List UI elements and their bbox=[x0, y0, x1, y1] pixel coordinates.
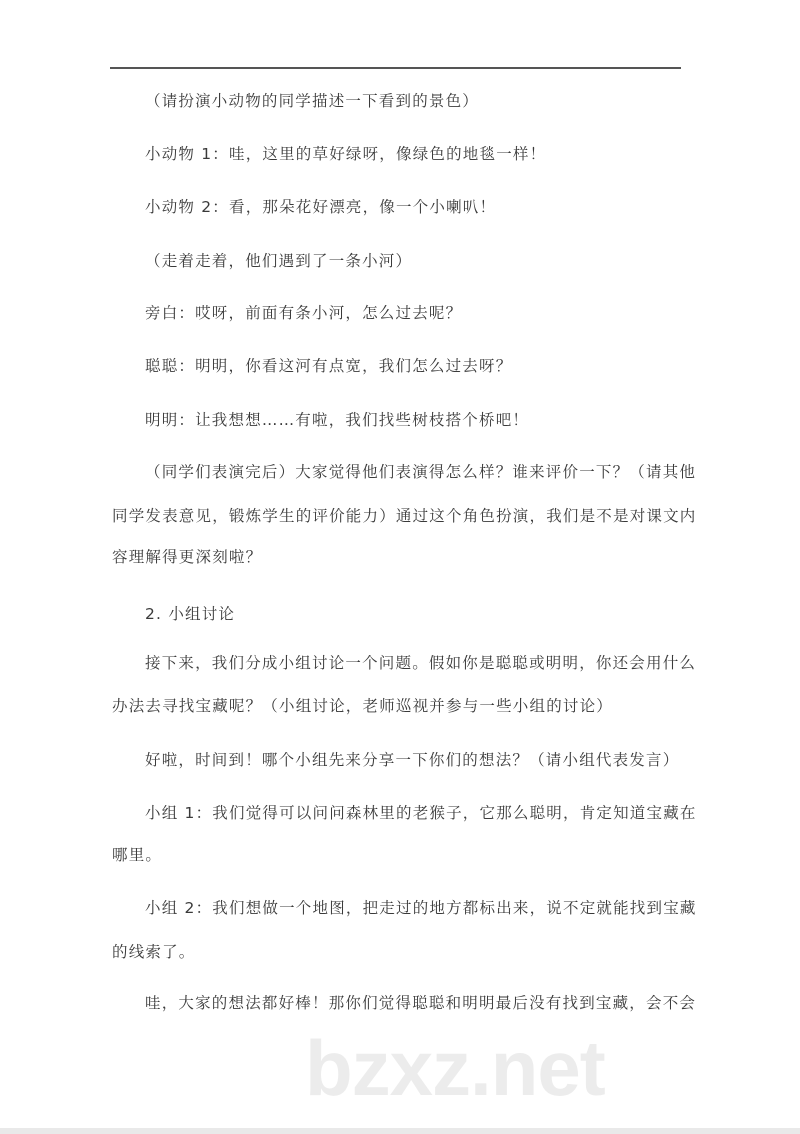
paragraph-group-1-line: 哪里。 bbox=[112, 846, 163, 864]
paragraph-congcong: 聪聪：明明，你看这河有点宽，我们怎么过去呀？ bbox=[145, 357, 513, 375]
section-heading: 2. 小组讨论 bbox=[145, 605, 236, 623]
paragraph-stage-direction: （请扮演小动物的同学描述一下看到的景色） bbox=[145, 92, 480, 110]
paragraph-animal-1: 小动物 1：哇，这里的草好绿呀，像绿色的地毯一样！ bbox=[145, 145, 547, 163]
paragraph-animal-2: 小动物 2：看，那朵花好漂亮，像一个小喇叭！ bbox=[145, 198, 497, 216]
watermark: bzxz.net bbox=[305, 1024, 605, 1112]
paragraph-discussion-line: 接下来，我们分成小组讨论一个问题。假如你是聪聪或明明，你还会用什么 bbox=[145, 654, 697, 672]
header-rule bbox=[110, 67, 681, 69]
paragraph-closing: 哇，大家的想法都好棒！那你们觉得聪聪和明明最后没有找到宝藏，会不会 bbox=[145, 994, 697, 1012]
paragraph-evaluation-line: 容理解得更深刻啦？ bbox=[112, 548, 263, 566]
paragraph-narrator: 旁白：哎呀，前面有条小河，怎么过去呢？ bbox=[145, 304, 463, 322]
paragraph-mingming: 明明：让我想想……有啦，我们找些树枝搭个桥吧！ bbox=[145, 411, 530, 429]
page-bottom-edge bbox=[0, 1128, 800, 1134]
paragraph-group-2-line: 的线索了。 bbox=[112, 943, 196, 961]
paragraph-stage-direction-river: （走着走着，他们遇到了一条小河） bbox=[145, 252, 413, 270]
paragraph-group-1-line: 小组 1：我们觉得可以问问森林里的老猴子，它那么聪明，肯定知道宝藏在 bbox=[145, 804, 697, 822]
paragraph-group-2-line: 小组 2：我们想做一个地图，把走过的地方都标出来，说不定就能找到宝藏 bbox=[145, 899, 697, 917]
paragraph-evaluation-line: （同学们表演完后）大家觉得他们表演得怎么样？谁来评价一下？（请其他 bbox=[145, 463, 697, 481]
paragraph-time-up: 好啦，时间到！哪个小组先来分享一下你们的想法？（请小组代表发言） bbox=[145, 751, 680, 769]
paragraph-evaluation-line: 同学发表意见，锻炼学生的评价能力）通过这个角色扮演，我们是不是对课文内 bbox=[112, 507, 697, 525]
paragraph-discussion-line: 办法去寻找宝藏呢？（小组讨论，老师巡视并参与一些小组的讨论） bbox=[112, 697, 614, 715]
